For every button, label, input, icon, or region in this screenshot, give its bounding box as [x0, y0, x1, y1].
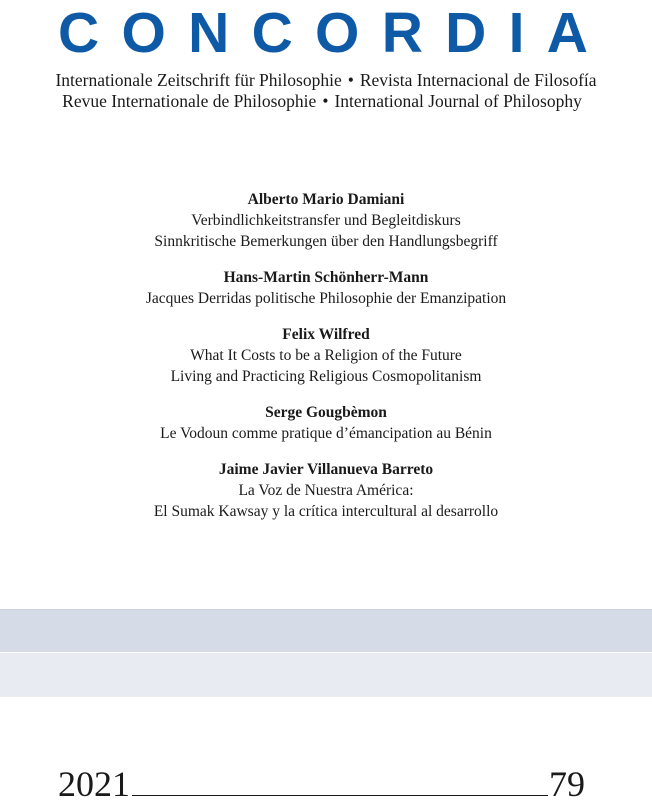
article-title-line: What It Costs to be a Religion of the Future [190, 347, 462, 364]
subtitle-spanish: Revista Internacional de Filosofía [359, 70, 597, 90]
subtitle-german: Internationale Zeitschrift für Philosophie [55, 70, 342, 90]
title-letter: C [58, 1, 100, 65]
bullet-separator: • [347, 70, 354, 90]
article-title-line: La Voz de Nuestra América: [238, 482, 414, 499]
issue-number: 79 [549, 764, 585, 804]
title-letter: R [381, 1, 423, 65]
article-author: Alberto Mario Damiani [247, 191, 405, 208]
article-entry [0, 189, 652, 252]
article-title-line: Le Vodoun comme pratique d’émancipation au Bénin [160, 425, 492, 442]
journal-title [58, 1, 588, 65]
article-entry [0, 402, 652, 444]
table-of-contents [0, 189, 652, 537]
title-letter: C [251, 1, 293, 65]
article-entry [0, 324, 652, 387]
title-letter: N [188, 1, 230, 65]
title-letter: O [121, 1, 166, 65]
footer-rule [132, 795, 548, 796]
article-subtitle-line: Sinnkritische Bemerkungen über den Handlungsbegriff [154, 233, 498, 250]
article-title-line: Jacques Derridas politische Philosophie der Emanzipation [145, 290, 507, 307]
title-letter: A [546, 1, 588, 65]
title-letter: O [315, 1, 360, 65]
subtitle-line-1 [0, 70, 652, 91]
article-title-line: Verbindlichkeitstransfer und Begleitdiskurs [191, 212, 461, 229]
subtitle-french: Revue Internationale de Philosophie [62, 91, 317, 111]
subtitle-line-2 [0, 91, 648, 112]
article-author: Jaime Javier Villanueva Barreto [218, 461, 434, 478]
article-author: Felix Wilfred [282, 326, 370, 343]
subtitle-english: International Journal of Philosophy [334, 91, 582, 111]
decorative-band-dark [0, 609, 652, 652]
article-subtitle-line: El Sumak Kawsay y la crítica intercultural al desarrollo [153, 503, 499, 520]
article-entry [0, 267, 652, 309]
article-subtitle-line: Living and Practicing Religious Cosmopolitanism [170, 368, 482, 385]
article-author: Serge Gougbèmon [265, 404, 387, 421]
decorative-band-light [0, 653, 652, 697]
bullet-separator: • [322, 91, 329, 111]
publication-year: 2021 [58, 764, 130, 804]
title-letter: D [445, 1, 487, 65]
article-author: Hans-Martin Schönherr-Mann [223, 269, 429, 286]
footer [58, 762, 585, 802]
article-entry [0, 459, 652, 522]
title-letter: I [508, 1, 525, 65]
